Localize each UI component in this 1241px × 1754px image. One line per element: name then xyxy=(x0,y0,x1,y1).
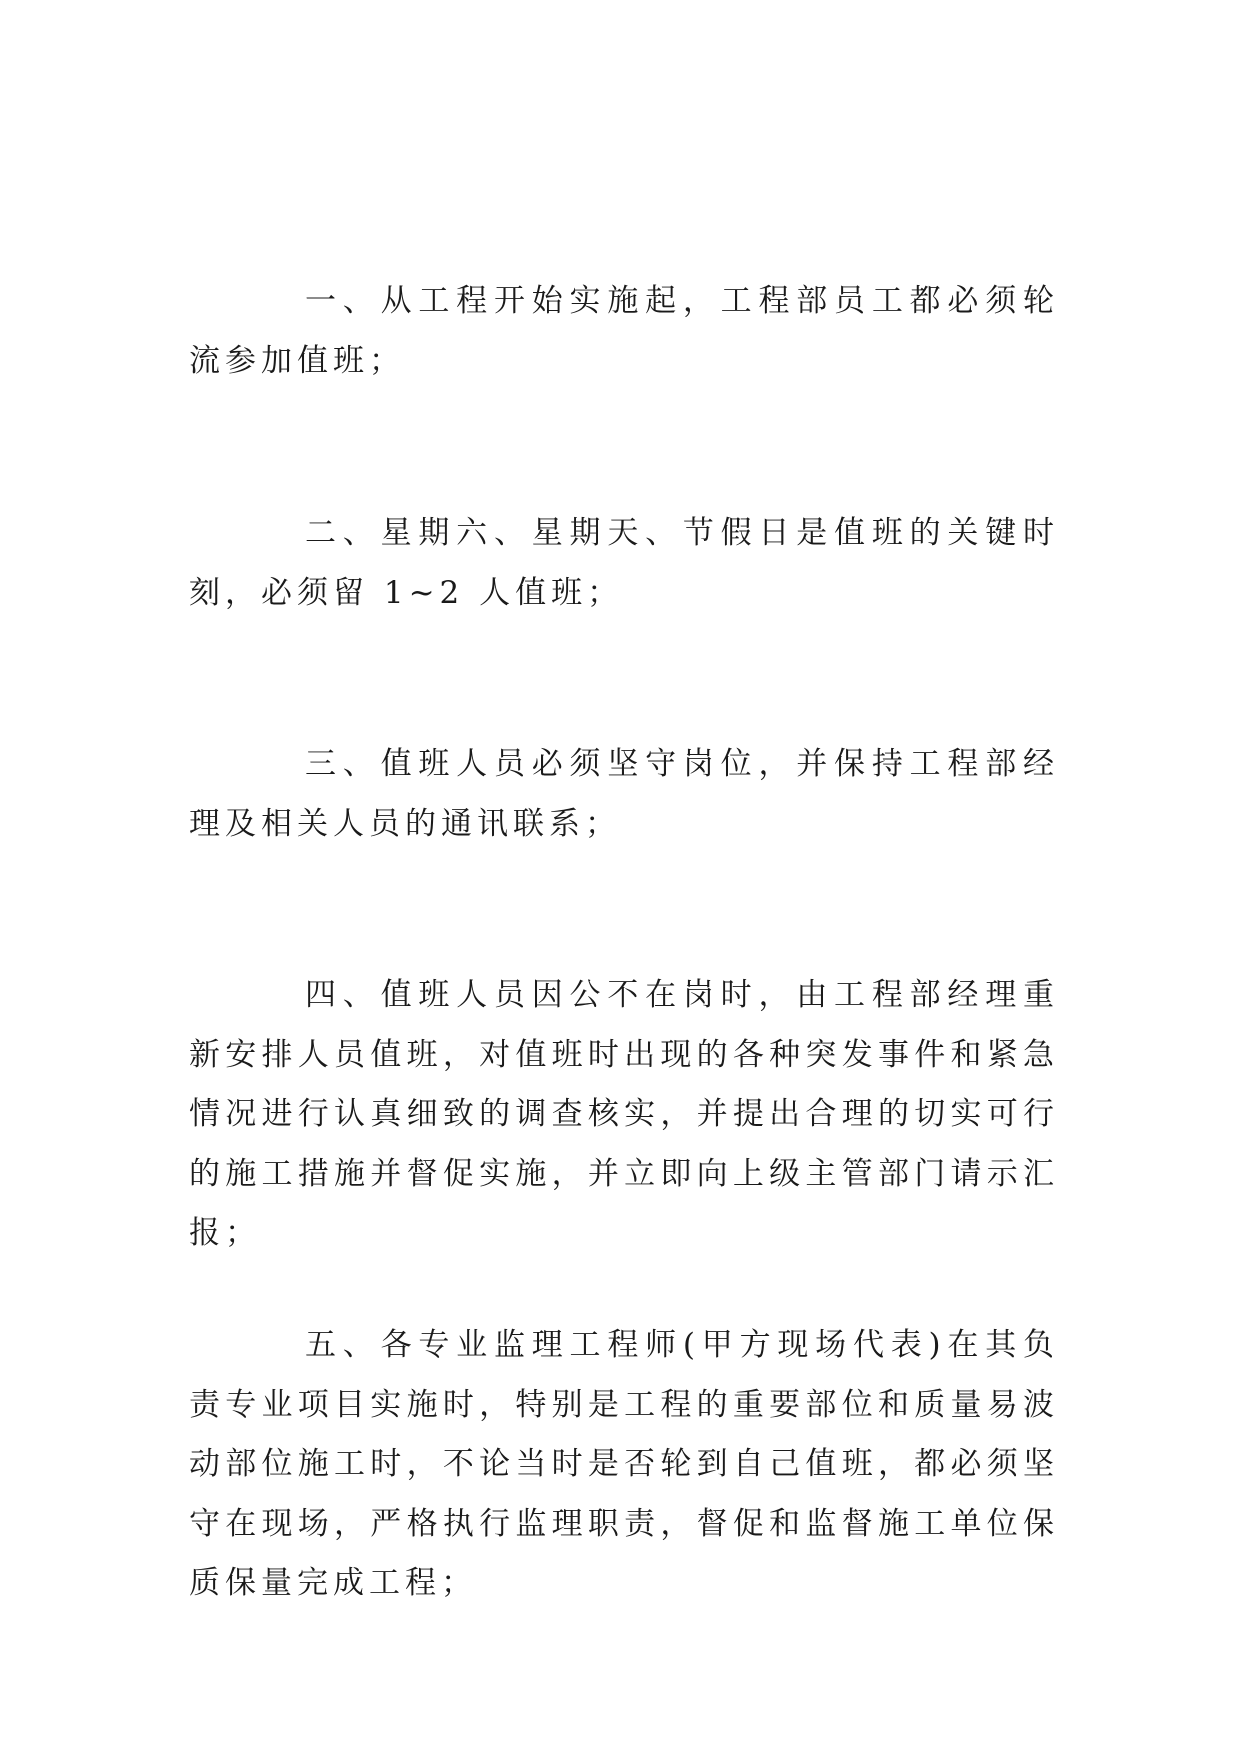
paragraph-item-3: 三、值班人员必须坚守岗位，并保持工程部经理及相关人员的通讯联系； xyxy=(189,746,1059,842)
paragraph-item-2: 二、星期六、星期天、节假日是值班的关键时刻，必须留 1~2 人值班； xyxy=(189,515,1059,611)
paragraph-item-1: 一、从工程开始实施起，工程部员工都必须轮流参加值班； xyxy=(189,283,1059,379)
paragraph-item-5: 五、各专业监理工程师(甲方现场代表)在其负责专业项目实施时，特别是工程的重要部位和质量易波动部位施工时，不论当时是否轮到自己值班，都必须坚守在现场，严格执行监理职责，督促和监督施工单位保质保量完成工程； xyxy=(189,1327,1059,1601)
paragraph-item-4: 四、值班人员因公不在岗时，由工程部经理重新安排人员值班，对值班时出现的各种突发事件和紧急情况进行认真细致的调查核实，并提出合理的切实可行的施工措施并督促实施，并立即向上级主管部门请示汇报； xyxy=(189,977,1059,1251)
